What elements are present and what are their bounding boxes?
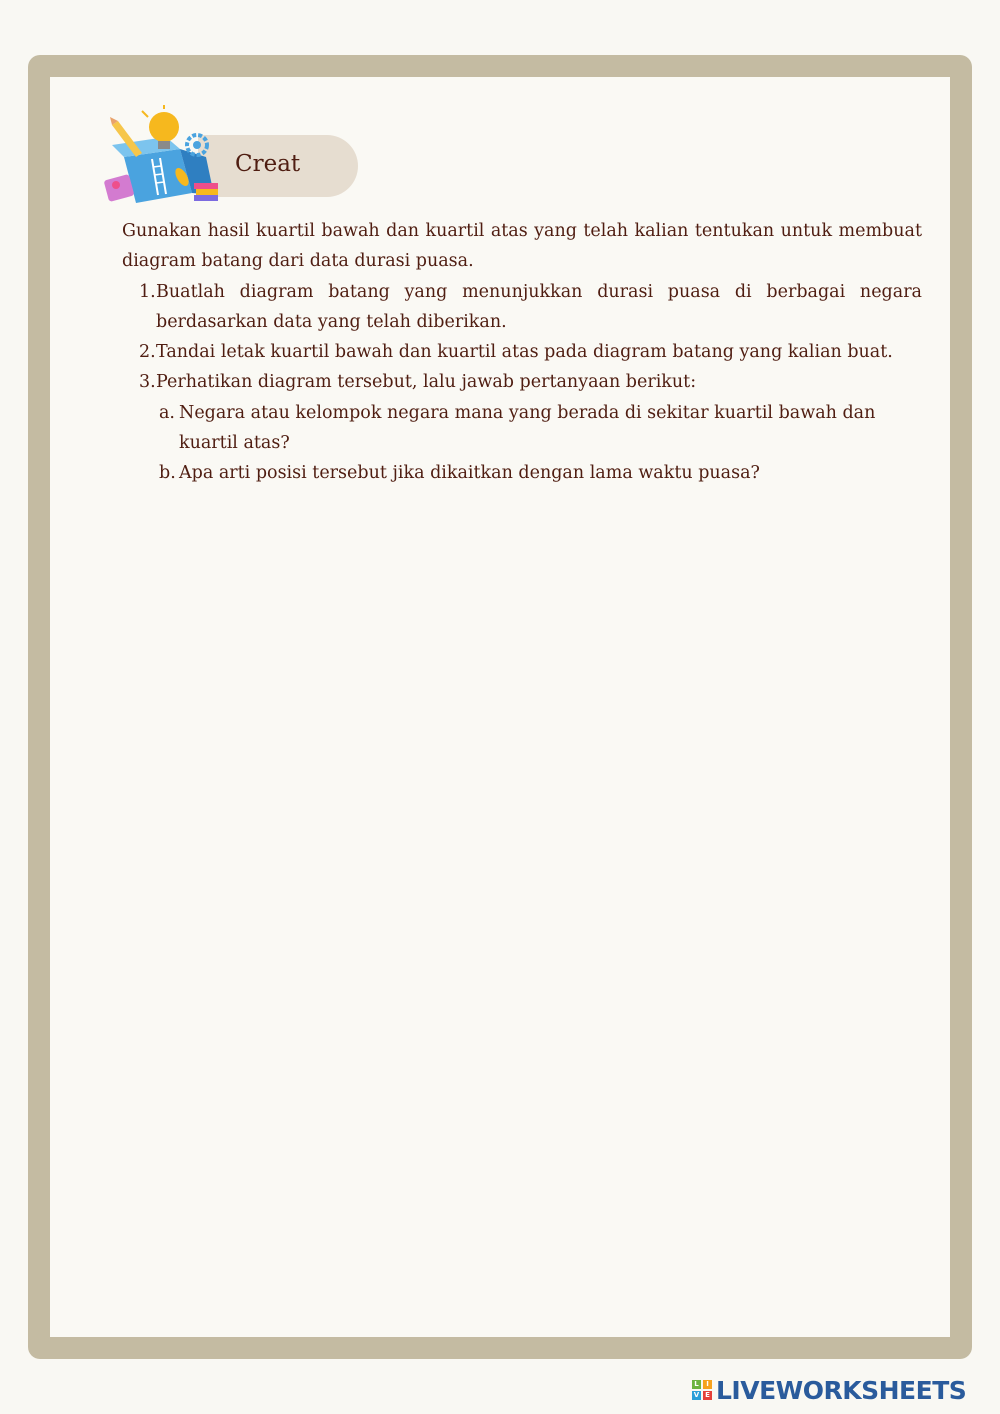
instructions-block: [122, 216, 922, 489]
sub-list-text: Negara atau kelompok negara mana yang berada di sekitar kuartil bawah dan kuartil atas?: [179, 402, 876, 454]
section-title: Creat: [235, 151, 301, 177]
list-number: 1.: [139, 281, 156, 302]
list-text: Tandai letak kuartil bawah dan kuartil atas pada diagram batang yang kalian buat.: [156, 342, 893, 363]
brand-name: LIVEWORKSHEETS: [716, 1375, 967, 1405]
list-item: [122, 367, 922, 397]
list-item: [122, 277, 922, 338]
sub-list-letter: b.: [159, 463, 176, 484]
list-number: 3.: [139, 372, 156, 393]
list-text: Buatlah diagram batang yang menunjukkan durasi puasa di berbagai negara berdasarkan data yang telah diberikan.: [156, 281, 922, 332]
liveworksheets-logo[interactable]: [692, 1374, 966, 1406]
intro-paragraph: Gunakan hasil kuartil bawah dan kuartil atas yang telah kalian tentukan untuk membuat diagram batang dari data durasi puasa.: [122, 221, 922, 272]
sub-list-letter: a.: [159, 402, 175, 423]
sub-list-item: [122, 458, 922, 488]
creative-box-illustration-icon: [102, 105, 222, 210]
sub-list-item: [122, 398, 922, 459]
sub-list-text: Apa arti posisi tersebut jika dikaitkan dengan lama waktu puasa?: [179, 463, 760, 484]
list-number: 2.: [139, 342, 156, 363]
page-frame: [28, 55, 972, 1359]
list-text: Perhatikan diagram tersebut, lalu jawab pertanyaan berikut:: [156, 372, 697, 393]
worksheet-sheet: [50, 77, 950, 1337]
list-item: [122, 337, 922, 367]
logo-mark-icon: L I V E: [692, 1380, 712, 1400]
